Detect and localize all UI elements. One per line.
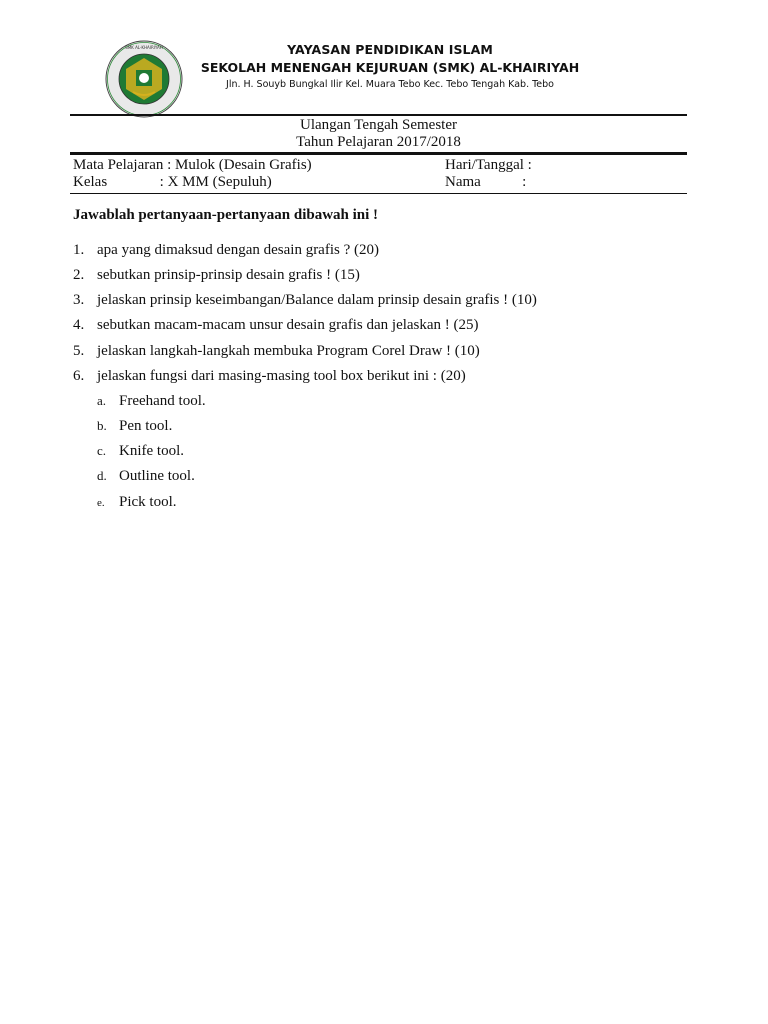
subitem: a. Freehand tool. bbox=[97, 393, 206, 409]
subitem: e. Pick tool. bbox=[97, 494, 177, 510]
question-item: 4. sebutkan macam-macam unsur desain grafis dan jelaskan ! (25) bbox=[73, 317, 479, 333]
date-field: Hari/Tanggal : bbox=[445, 157, 532, 173]
exam-title: Ulangan Tengah Semester bbox=[300, 117, 457, 133]
question-item: 3. jelaskan prinsip keseimbangan/Balance dalam prinsip desain grafis ! (10) bbox=[73, 292, 537, 308]
name-field: Nama : bbox=[445, 174, 527, 190]
school-logo bbox=[105, 40, 183, 118]
subject-field: Mata Pelajaran : Mulok (Desain Grafis) bbox=[73, 157, 312, 173]
subitem: c. Knife tool. bbox=[97, 443, 184, 459]
info-divider bbox=[70, 193, 687, 194]
foundation-name: YAYASAN PENDIDIKAN ISLAM bbox=[287, 42, 493, 57]
svg-text:SMK AL-KHAIRIYAH: SMK AL-KHAIRIYAH bbox=[125, 45, 163, 50]
subitem: d. Outline tool. bbox=[97, 468, 195, 484]
instruction: Jawablah pertanyaan-pertanyaan dibawah ini ! bbox=[73, 207, 379, 223]
question-item: 6. jelaskan fungsi dari masing-masing tool box berikut ini : (20) bbox=[73, 368, 466, 384]
question-item: 1. apa yang dimaksud dengan desain grafis ? (20) bbox=[73, 242, 379, 258]
subitem: b. Pen tool. bbox=[97, 418, 173, 434]
question-item: 2. sebutkan prinsip-prinsip desain grafis ! (15) bbox=[73, 267, 360, 283]
school-name: SEKOLAH MENENGAH KEJURUAN (SMK) AL-KHAIRIYAH bbox=[200, 60, 580, 75]
title-divider bbox=[70, 152, 687, 155]
school-address: Jln. H. Souyb Bungkal Ilir Kel. Muara Tebo Kec. Tebo Tengah Kab. Tebo bbox=[226, 79, 554, 90]
letterhead bbox=[190, 41, 590, 93]
header-divider bbox=[70, 114, 687, 116]
class-field: Kelas : X MM (Sepuluh) bbox=[73, 174, 272, 190]
academic-year: Tahun Pelajaran 2017/2018 bbox=[296, 134, 461, 150]
question-item: 5. jelaskan langkah-langkah membuka Program Corel Draw ! (10) bbox=[73, 343, 480, 359]
